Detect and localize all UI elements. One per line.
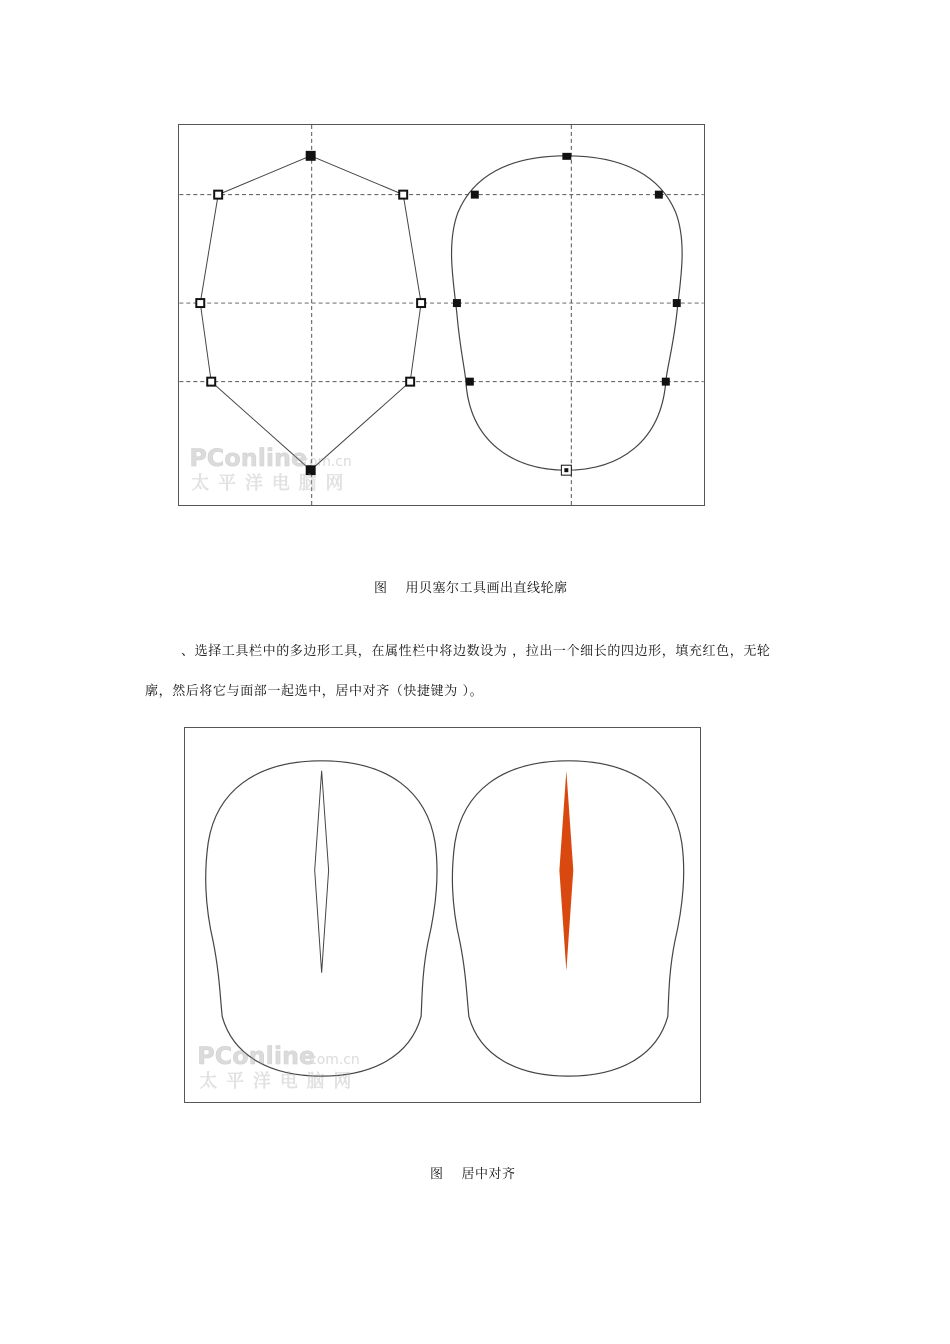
polygon-face-outline <box>200 156 421 470</box>
face-outline-left <box>206 761 437 1076</box>
bezier-face-outline <box>452 156 683 470</box>
paragraph-line-1: 、选择工具栏中的多边形工具，在属性栏中将边数设为 ，拉出一个细长的四边形，填充红色，无轮 <box>181 644 771 659</box>
figure-straight-outline <box>178 124 705 506</box>
bezier-nodes <box>453 153 681 475</box>
watermark-subtitle: 太平洋电脑网 <box>199 1071 361 1093</box>
outline-canvas <box>179 125 704 505</box>
caption-text: 用贝塞尔工具画出直线轮廓 <box>405 581 568 596</box>
watermark <box>197 1042 360 1092</box>
quadrilateral-red-fill <box>559 771 573 971</box>
watermark-brand: PConline <box>197 1042 316 1071</box>
figure-caption-1 <box>374 577 568 596</box>
quadrilateral-outline <box>315 771 329 973</box>
caption-label: 图 <box>430 1167 444 1182</box>
watermark-domain: .com.cn <box>296 454 352 471</box>
watermark <box>189 444 352 494</box>
paragraph-line-2: 廓，然后将它与面部一起选中，居中对齐（快捷键为 ）。 <box>145 684 484 699</box>
align-canvas <box>185 728 700 1102</box>
figure-caption-2 <box>430 1163 516 1182</box>
watermark-domain: .com.cn <box>304 1052 360 1069</box>
polygon-nodes <box>196 152 425 474</box>
watermark-subtitle: 太平洋电脑网 <box>191 473 353 495</box>
caption-label: 图 <box>374 581 388 596</box>
caption-text: 居中对齐 <box>461 1167 516 1182</box>
watermark-brand: PConline <box>189 444 308 473</box>
figure-center-align <box>184 727 701 1103</box>
